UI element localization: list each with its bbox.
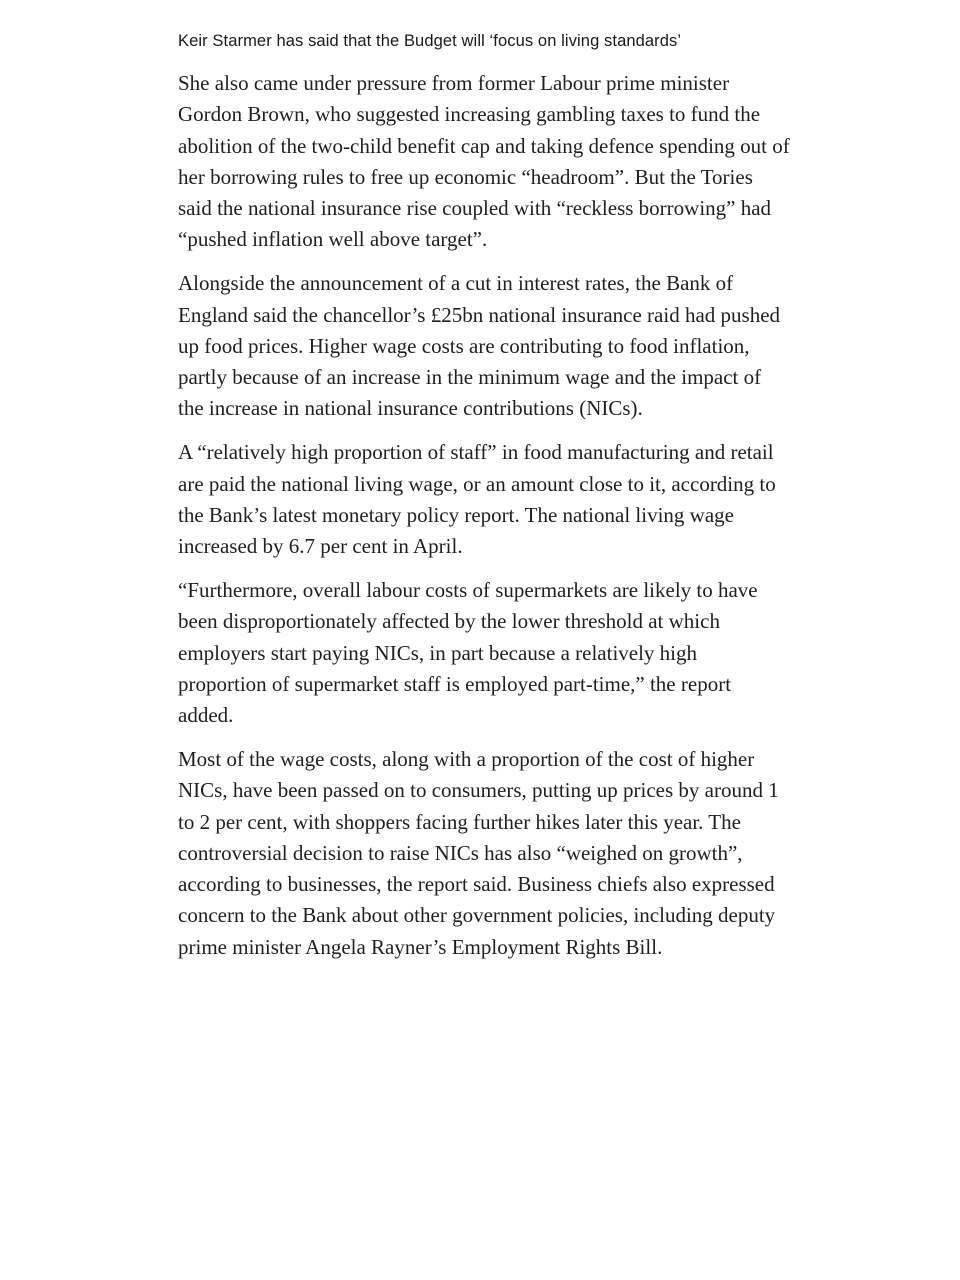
paragraph-wage-costs: Most of the wage costs, along with a proportion of the cost of higher NICs, have been passed on to consumers, putting up prices by around 1 to 2 per cent, with shoppers facing further hikes later this year. The controversial decision to raise NICs has also “weighed on growth”, according to businesses, the report said. Business chiefs also expressed concern to the Bank about other government policies, including deputy prime minister Angela Rayner’s Employment Rights Bill. bbox=[178, 746, 779, 959]
article-body bbox=[178, 28, 790, 976]
paragraph-gordon-brown: She also came under pressure from former Labour prime minister Gordon Brown, who suggested increasing gambling taxes to fund the abolition of the two-child benefit cap and taking defence spending out of her borrowing rules to free up economic “headroom”. But the Tories said the national insurance rise coupled with “reckless borrowing” had “pushed inflation well above target”. bbox=[178, 71, 790, 252]
paragraph-bank-of-england: Alongside the announcement of a cut in interest rates, the Bank of England said the chancellor’s £25bn national insurance raid had pushed up food prices. Higher wage costs are contributing to food inflation, partly because of an increase in the minimum wage and the impact of the increase in national insurance contributions (NICs). bbox=[178, 271, 781, 421]
image-caption: Keir Starmer has said that the Budget will ‘focus on living standards’ bbox=[178, 32, 682, 50]
paragraph-supermarket-quote: “Furthermore, overall labour costs of supermarkets are likely to have been disproportionately affected by the lower threshold at which employers start paying NICs, in part because a relatively high proportion of supermarket staff is employed part-time,” the report added. bbox=[178, 577, 758, 728]
paragraph-living-wage: A “relatively high proportion of staff” in food manufacturing and retail are paid the national living wage, or an amount close to it, according to the Bank’s latest monetary policy report. The national living wage increased by 6.7 per cent in April. bbox=[178, 440, 776, 559]
